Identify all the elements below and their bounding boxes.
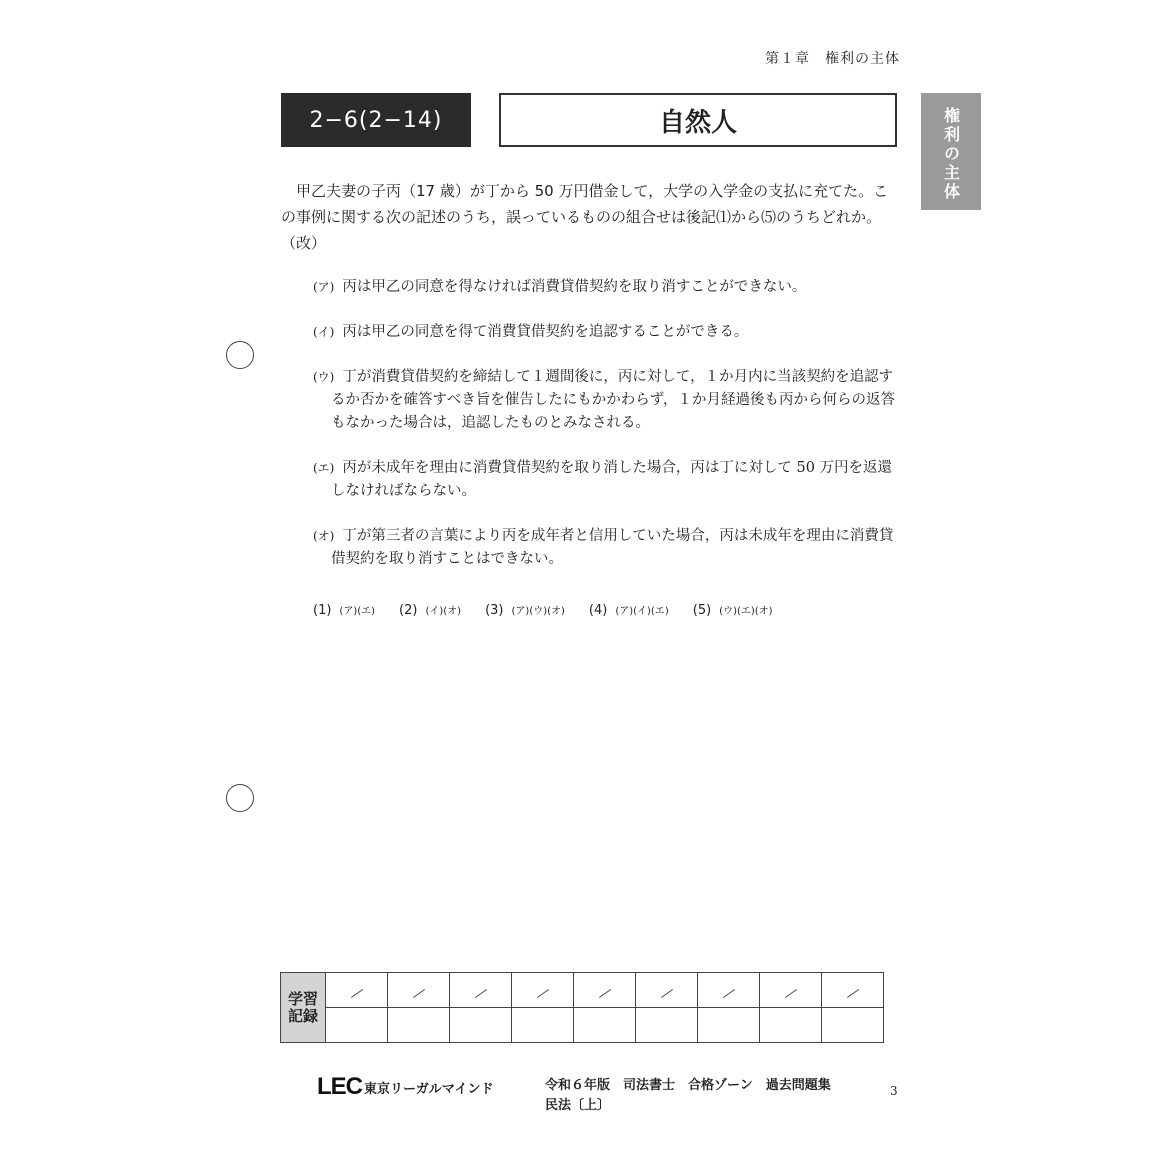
lec-logo-mark: LEC	[317, 1073, 362, 1100]
slash-mark	[598, 989, 610, 998]
study-record-result-cell[interactable]	[326, 1008, 388, 1043]
study-record-date-cell[interactable]	[450, 973, 512, 1008]
study-record-date-cell[interactable]	[388, 973, 450, 1008]
statement-label: (ア)	[313, 280, 335, 294]
study-record-date-cell[interactable]	[512, 973, 574, 1008]
study-record-date-cell[interactable]	[760, 973, 822, 1008]
choice-value: (ア)(エ)	[339, 606, 376, 617]
statement-label: (エ)	[313, 461, 335, 475]
statement-text: 丙は甲乙の同意を得なければ消費貸借契約を取り消すことができない。	[342, 279, 807, 295]
chapter-header: 第１章 権利の主体	[765, 51, 900, 67]
choice-value: (ア)(ウ)(オ)	[511, 606, 565, 617]
choice-number: (2)	[399, 603, 418, 618]
side-tab: 権利の主体	[921, 93, 981, 210]
study-record-result-cell[interactable]	[450, 1008, 512, 1043]
study-record-result-cell[interactable]	[760, 1008, 822, 1043]
statement-text: 丁が第三者の言葉により丙を成年者と信用していた場合，丙は未成年を理由に消費貸借契約を取り消すことはできない。	[331, 528, 894, 567]
binder-hole-bottom	[226, 784, 254, 812]
study-record-row-result	[281, 1008, 884, 1043]
study-record-row-date	[281, 973, 884, 1008]
slash-mark	[350, 989, 362, 998]
choice-1[interactable]	[313, 602, 375, 618]
question-title: 自然人	[499, 93, 897, 147]
publisher-name: 東京リーガルマインド	[364, 1081, 494, 1097]
book-title	[545, 1076, 831, 1116]
statement-a	[313, 276, 901, 299]
choice-2[interactable]	[399, 602, 461, 618]
choice-number: (1)	[313, 603, 332, 618]
statement-text: 丁が消費貸借契約を締結して１週間後に，丙に対して，１か月内に当該契約を追認するか否かを確答すべき旨を催告したにもかかわらず，１か月経過後も丙から何らの返答もなかった場合は，追認したものとみなされる。	[331, 369, 896, 431]
study-record-date-cell[interactable]	[636, 973, 698, 1008]
study-record-date-cell[interactable]	[574, 973, 636, 1008]
choice-number: (5)	[692, 603, 712, 618]
slash-mark	[536, 989, 548, 998]
study-record-table	[280, 972, 884, 1043]
book-title-line2: 民法〔上〕	[545, 1098, 611, 1113]
page-number: 3	[890, 1084, 898, 1098]
study-record-result-cell[interactable]	[636, 1008, 698, 1043]
statement-i	[313, 321, 901, 344]
statement-text: 丙が未成年を理由に消費貸借契約を取り消した場合，丙は丁に対して 50 万円を返還しなければならない。	[331, 460, 893, 499]
slash-mark	[474, 989, 486, 998]
statement-text: 丙は甲乙の同意を得て消費貸借契約を追認することができる。	[342, 324, 749, 340]
study-record-label	[281, 973, 326, 1043]
choice-4[interactable]	[589, 602, 669, 618]
statement-e	[313, 457, 901, 503]
study-record-result-cell[interactable]	[512, 1008, 574, 1043]
slash-mark	[784, 989, 796, 998]
choice-value: (ウ)(エ)(オ)	[719, 606, 773, 617]
statement-label: (ウ)	[313, 370, 335, 384]
choice-5[interactable]	[693, 602, 773, 618]
study-record-result-cell[interactable]	[388, 1008, 450, 1043]
statement-list	[313, 276, 901, 593]
answer-choices	[313, 602, 901, 618]
choice-3[interactable]	[485, 602, 565, 618]
statement-label: (イ)	[313, 325, 335, 339]
slash-mark	[412, 989, 424, 998]
study-record-date-cell[interactable]	[822, 973, 884, 1008]
book-title-line1: 令和６年版 司法書士 合格ゾーン 過去問題集	[545, 1078, 831, 1093]
study-record-date-cell[interactable]	[326, 973, 388, 1008]
choice-value: (ア)(イ)(エ)	[615, 606, 669, 617]
study-record-label-bottom: 記録	[287, 1006, 318, 1025]
study-record-result-cell[interactable]	[574, 1008, 636, 1043]
statement-u	[313, 366, 901, 435]
statement-label: (オ)	[313, 529, 335, 543]
choice-number: (3)	[485, 603, 504, 618]
question-number: 2−6(2−14)	[281, 93, 471, 147]
study-record-date-cell[interactable]	[698, 973, 760, 1008]
study-record-result-cell[interactable]	[698, 1008, 760, 1043]
slash-mark	[660, 989, 672, 998]
choice-value: (イ)(オ)	[425, 606, 462, 617]
statement-o	[313, 525, 901, 571]
choice-number: (4)	[588, 603, 608, 618]
publisher-logo	[317, 1073, 493, 1101]
question-text: 甲乙夫妻の子丙（17 歳）が丁から 50 万円借金して，大学の入学金の支払に充てた。この事例に関する次の記述のうち，誤っているものの組合せは後記⑴から⑸のうちどれか。（改）	[281, 182, 889, 252]
study-record-result-cell[interactable]	[822, 1008, 884, 1043]
study-record-label-top: 学習	[287, 989, 318, 1008]
slash-mark	[846, 989, 858, 998]
binder-hole-top	[226, 341, 254, 369]
slash-mark	[722, 989, 734, 998]
